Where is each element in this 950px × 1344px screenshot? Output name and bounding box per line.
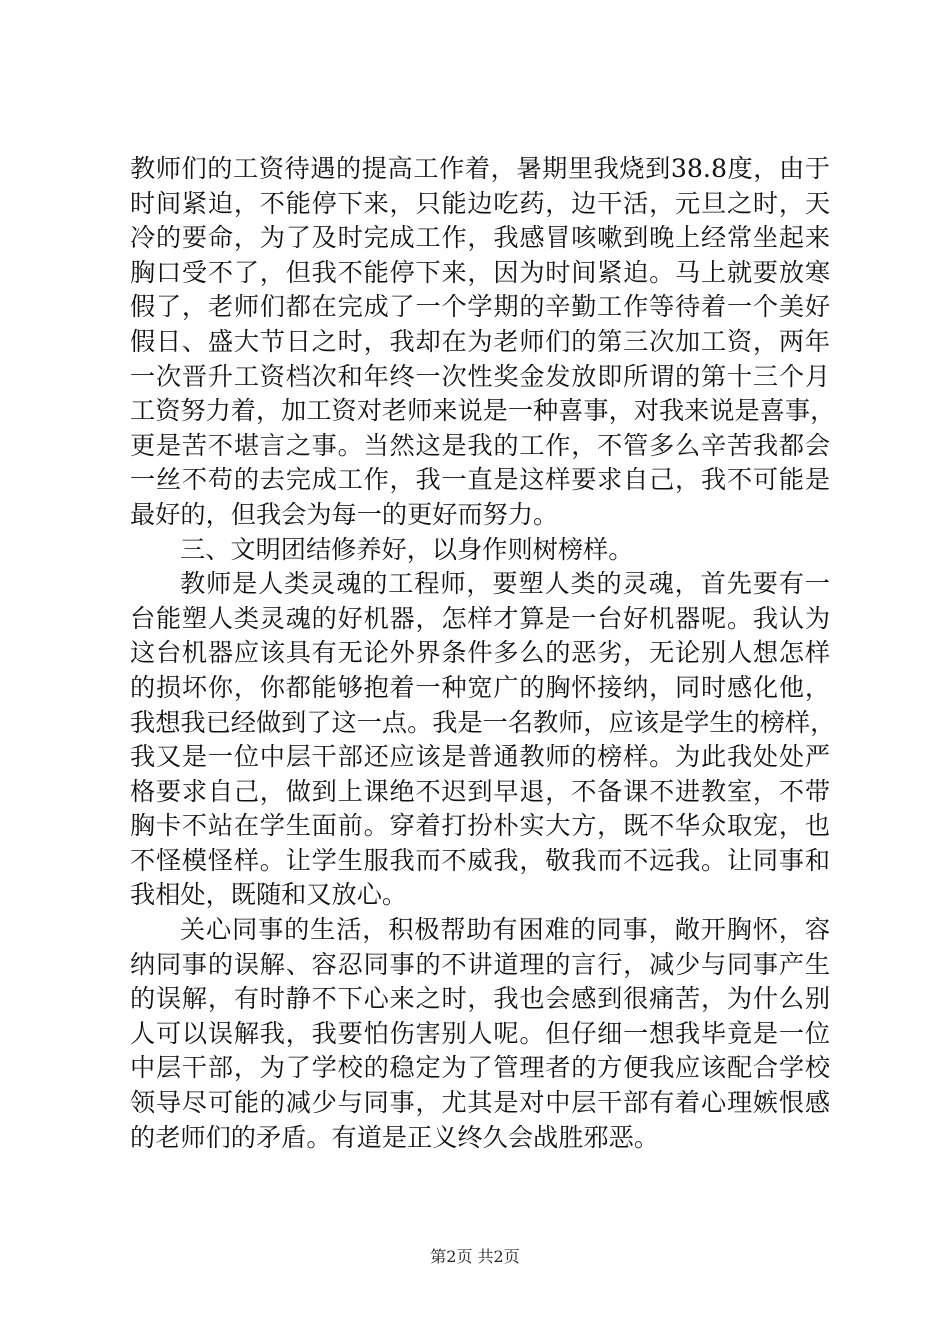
text-line: 的损坏你，你都能够抱着一种宽广的胸怀接纳，同时感化他， — [130, 672, 830, 702]
text-line: 一丝不苟的去完成工作，我一直是这样要求自己，我不可能是 — [130, 465, 830, 495]
text-line: 我想我已经做到了这一点。我是一名教师，应该是学生的榜样， — [130, 707, 836, 737]
document-body — [130, 152, 836, 1155]
text-line: 领导尽可能的减少与同事，尤其是对中层干部有着心理嫉恨感 — [130, 1088, 830, 1118]
text-line: 不怪模怪样。让学生服我而不威我，敬我而不远我。让同事和 — [130, 845, 830, 875]
text-line: 胸卡不站在学生面前。穿着打扮朴实大方，既不华众取宠，也 — [130, 811, 830, 841]
text-line: 最好的，但我会为每一的更好而努力。 — [130, 499, 559, 529]
page-number-footer: 第2页 共2页 — [430, 1247, 520, 1266]
text-line: 关心同事的生活，积极帮助有困难的同事，敞开胸怀，容 — [180, 915, 830, 945]
text-line: 胸口受不了，但我不能停下来，因为时间紧迫。马上就要放寒 — [130, 257, 830, 287]
text-line: 一次晋升工资档次和年终一次性奖金发放即所谓的第十三个月 — [130, 361, 830, 391]
text-line: 工资努力着，加工资对老师来说是一种喜事，对我来说是喜事， — [130, 396, 836, 426]
text-line: 教师们的工资待遇的提高工作着，暑期里我烧到38.8度，由于 — [130, 154, 830, 183]
text-line: 教师是人类灵魂的工程师，要塑人类的灵魂，首先要有一 — [180, 569, 830, 599]
text-line: 人可以误解我，我要怕伤害别人呢。但仔细一想我毕竟是一位 — [130, 1018, 830, 1048]
text-line: 这台机器应该具有无论外界条件多么的恶劣，无论别人想怎样 — [130, 638, 830, 668]
text-line: 中层干部，为了学校的稳定为了管理者的方便我应该配合学校 — [130, 1053, 830, 1083]
text-line: 冷的要命，为了及时完成工作，我感冒咳嗽到晚上经常坐起来 — [130, 223, 830, 253]
text-line: 纳同事的误解、容忍同事的不讲道理的言行，减少与同事产生 — [130, 949, 830, 979]
text-line: 更是苦不堪言之事。当然这是我的工作，不管多么辛苦我都会 — [130, 430, 830, 460]
text-line: 的误解，有时静不下心来之时，我也会感到很痛苦，为什么别 — [130, 984, 830, 1014]
text-line: 时间紧迫，不能停下来，只能边吃药，边干活，元旦之时，天 — [130, 188, 830, 218]
text-line: 台能塑人类灵魂的好机器，怎样才算是一台好机器呢。我认为 — [130, 603, 830, 633]
text-line: 我相处，既随和又放心。 — [130, 880, 408, 910]
text-line: 格要求自己，做到上课绝不迟到早退，不备课不进教室，不带 — [130, 776, 830, 806]
section-heading: 三、文明团结修养好，以身作则树榜样。 — [180, 534, 634, 564]
text-line: 的老师们的矛盾。有道是正义终久会战胜邪恶。 — [130, 1122, 659, 1152]
text-line: 假日、盛大节日之时，我却在为老师们的第三次加工资，两年 — [130, 326, 830, 356]
text-line: 假了，老师们都在完成了一个学期的辛勤工作等待着一个美好 — [130, 292, 830, 322]
text-line: 我又是一位中层干部还应该是普通教师的榜样。为此我处处严 — [130, 742, 830, 772]
